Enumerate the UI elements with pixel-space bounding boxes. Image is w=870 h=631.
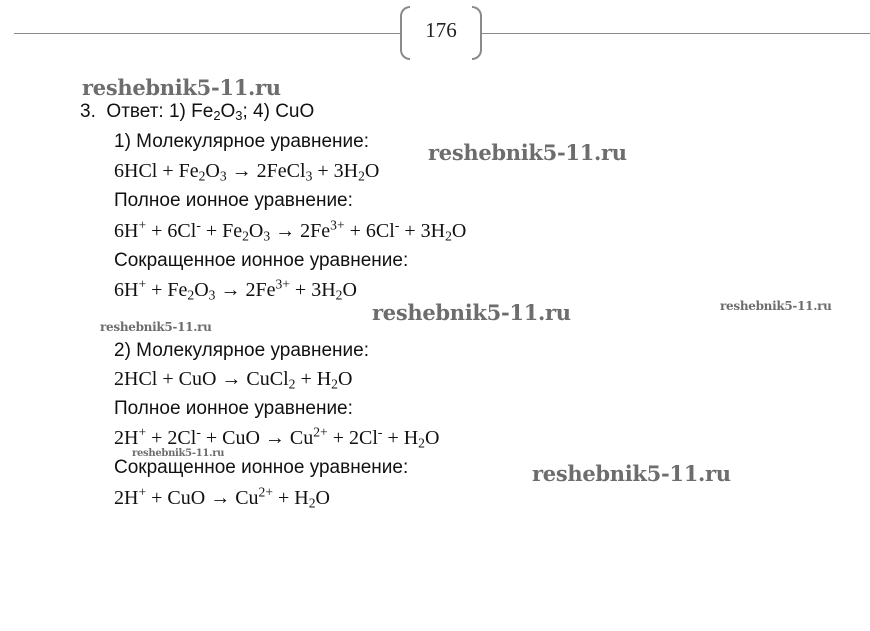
watermark: reshebnik5-11.ru (82, 75, 281, 100)
header-rule-left (14, 33, 400, 34)
part2-full-label: Полное ионное уравнение: (114, 398, 353, 419)
part2-full-ionic-equation: 2H+ + 2Cl- + CuO → $Cu^{2+} + 2Cl^- + H_2O$ (114, 424, 440, 451)
part1-molecular-equation: $6HCl + Fe_2O_3$ → 2FeCl$_3$ + $3H_2O$ (114, 160, 380, 184)
watermark: reshebnik5-11.ru (372, 300, 571, 325)
task-number: 3. (80, 101, 96, 122)
part1-heading: 1) Молекулярное уравнение: (114, 131, 369, 152)
part1-full-label: Полное ионное уравнение: (114, 190, 353, 211)
part2-heading: 2) Молекулярное уравнение: (114, 340, 369, 361)
part1-short-ionic-equation: $6H^+ + Fe_2O_3 \to 2Fe^{3+} + 3H_2O$ (114, 276, 357, 303)
part1-full-ionic-equation: $6H^+ + 6Cl^- + Fe_2O_3 \to 2Fe^{3+} + 6Cl^- + 3H_2O$ (114, 217, 467, 244)
part2-molecular-equation: 2HCl + CuO → CuCl$_2$ + $H_2O$ (114, 368, 353, 392)
watermark: reshebnik5-11.ru (100, 320, 212, 334)
part2-short-label: Сокращенное ионное уравнение: (114, 457, 409, 478)
page-number: 176 (425, 18, 457, 42)
page-number-frame (400, 6, 482, 60)
part1-short-label: Сокращенное ионное уравнение: (114, 250, 409, 271)
part2-short-ionic-equation: 2H+ + CuO → $Cu^{2+} + H_2O$ (114, 484, 330, 511)
header-rule-right (482, 33, 870, 34)
watermark: reshebnik5-11.ru (428, 140, 627, 165)
task-answer-line: 3. Ответ: 1) $Fe_2O_3$; 4) CuO (80, 101, 315, 124)
watermark: reshebnik5-11.ru (132, 448, 225, 459)
watermark: reshebnik5-11.ru (720, 299, 832, 313)
watermark: reshebnik5-11.ru (532, 461, 731, 486)
